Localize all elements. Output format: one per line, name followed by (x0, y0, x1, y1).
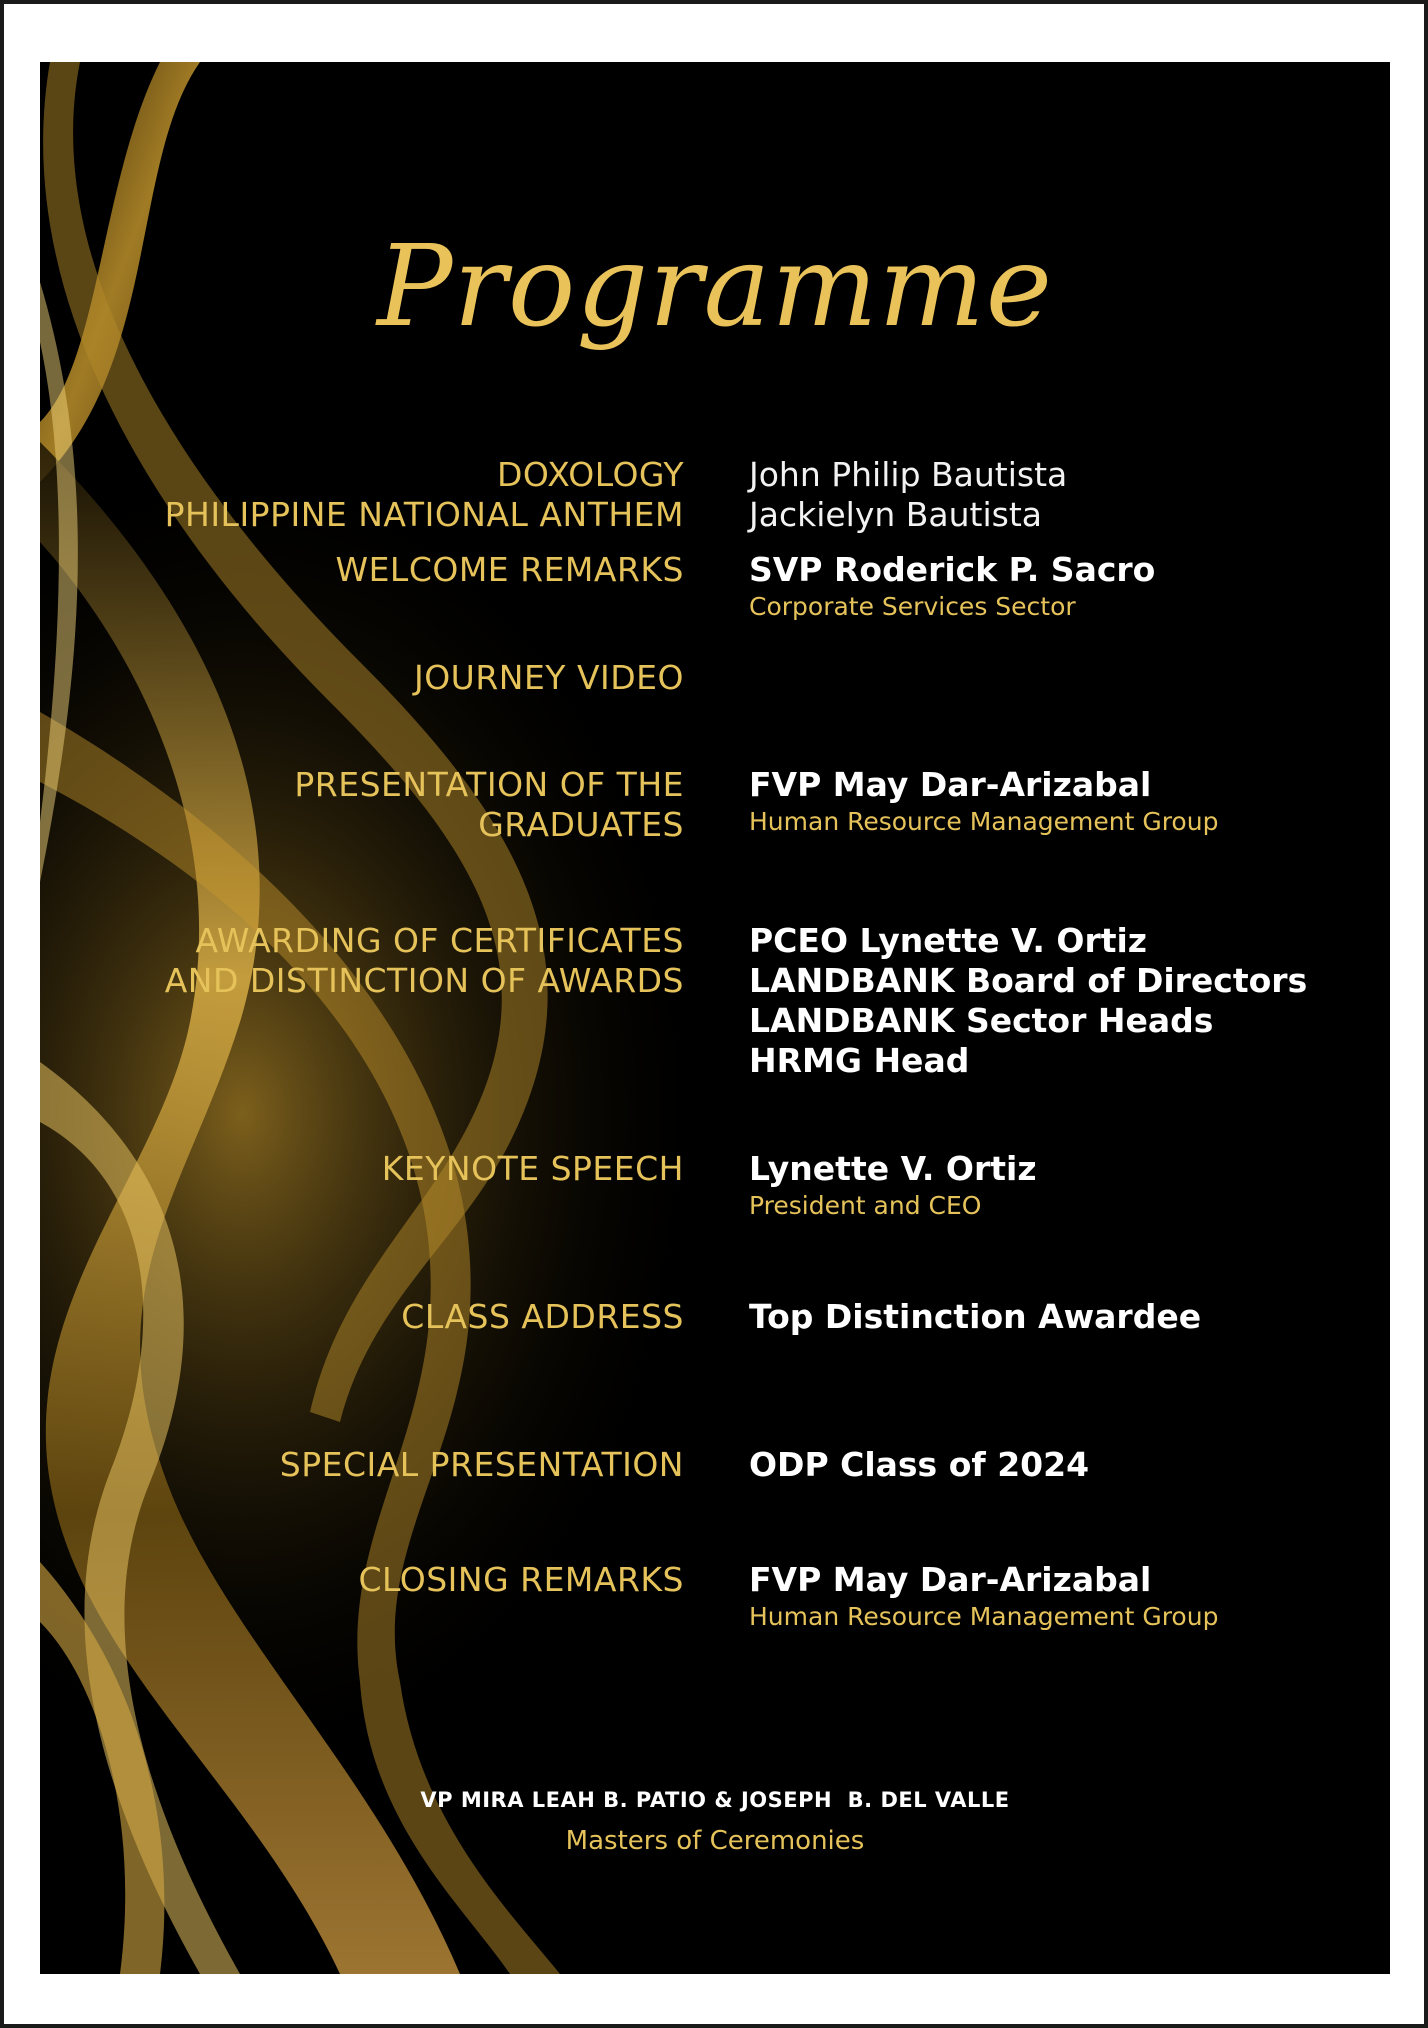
item-role: Corporate Services Sector (749, 592, 1076, 621)
item-details (749, 765, 1218, 839)
programme-card (40, 62, 1390, 1974)
item-label-line: CLOSING REMARKS (358, 1560, 684, 1599)
item-role: Human Resource Management Group (749, 807, 1219, 836)
item-name: John Philip Bautista (749, 455, 1068, 494)
item-name: Lynette V. Ortiz (749, 1149, 1037, 1188)
item-label-line: WELCOME REMARKS (335, 550, 684, 589)
item-label (359, 1560, 685, 1600)
item-label (280, 1445, 684, 1485)
item-label-line: DOXOLOGY (496, 455, 684, 494)
item-name: FVP May Dar-Arizabal (749, 765, 1152, 804)
item-label (165, 921, 684, 1001)
item-name: HRMG Head (749, 1041, 970, 1080)
item-label (294, 765, 684, 845)
item-label (335, 550, 684, 590)
item-details (749, 921, 1307, 1081)
item-details (749, 1560, 1218, 1634)
item-label-line: AWARDING OF CERTIFICATES (195, 921, 684, 960)
item-name: ODP Class of 2024 (749, 1445, 1090, 1484)
item-label-line: KEYNOTE SPEECH (381, 1149, 684, 1188)
item-role: President and CEO (749, 1191, 982, 1220)
programme-title: Programme (376, 222, 1054, 352)
item-name: FVP May Dar-Arizabal (749, 1560, 1152, 1599)
item-label-line: GRADUATES (478, 805, 684, 844)
item-label-line: SPECIAL PRESENTATION (279, 1445, 684, 1484)
item-name: SVP Roderick P. Sacro (749, 550, 1156, 589)
item-label (165, 455, 684, 535)
item-role: Human Resource Management Group (749, 1602, 1219, 1631)
item-label-line: AND DISTINCTION OF AWARDS (164, 961, 684, 1000)
item-name: LANDBANK Sector Heads (749, 1001, 1214, 1040)
item-name: Jackielyn Bautista (749, 495, 1043, 534)
item-details (749, 1445, 1089, 1485)
item-label-line: JOURNEY VIDEO (413, 658, 684, 697)
item-details (749, 1297, 1201, 1337)
item-details (749, 455, 1067, 535)
item-details (749, 1149, 1037, 1223)
item-label-line: PHILIPPINE NATIONAL ANTHEM (164, 495, 684, 534)
masters-of-ceremonies (40, 1788, 1390, 1856)
item-name: PCEO Lynette V. Ortiz (749, 921, 1148, 960)
item-details (749, 550, 1155, 624)
item-label-line: PRESENTATION OF THE (294, 765, 684, 804)
item-label (382, 1149, 684, 1189)
mc-names: VP MIRA LEAH B. PATIO & JOSEPH B. DEL VALLE (420, 1788, 1010, 1812)
item-label (414, 658, 684, 698)
item-name: LANDBANK Board of Directors (749, 961, 1308, 1000)
item-name: Top Distinction Awardee (749, 1297, 1202, 1336)
mc-role: Masters of Ceremonies (565, 1826, 865, 1856)
item-label (401, 1297, 684, 1337)
item-label-line: CLASS ADDRESS (401, 1297, 684, 1336)
